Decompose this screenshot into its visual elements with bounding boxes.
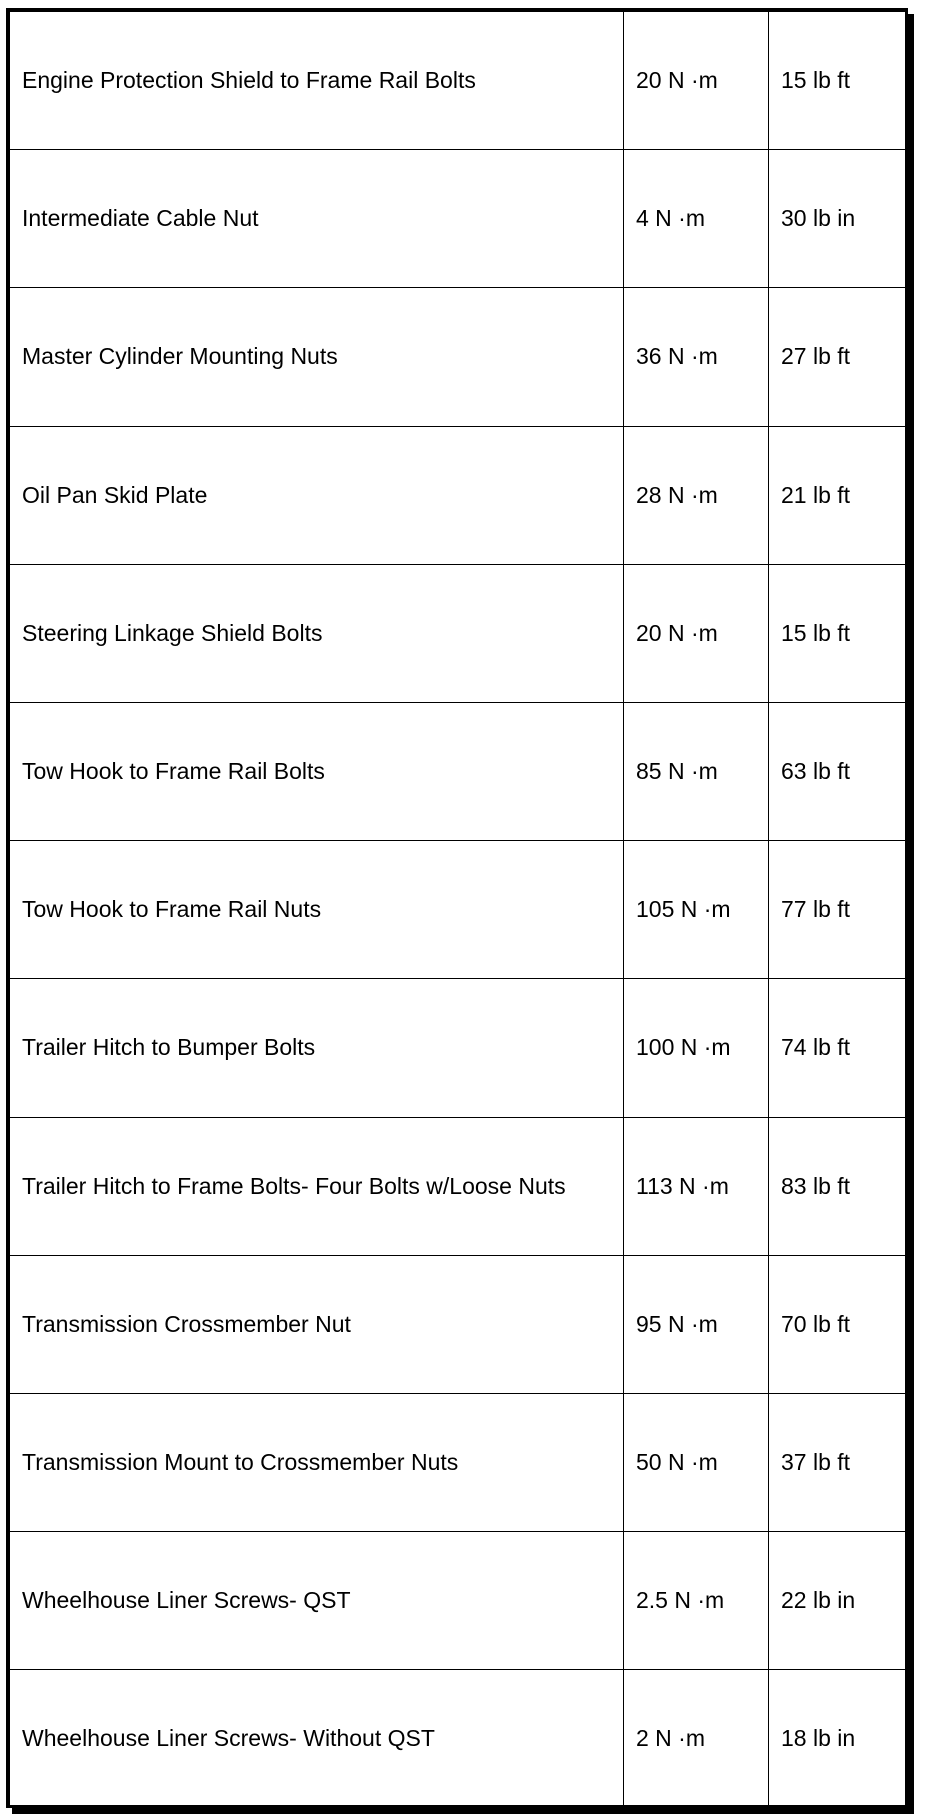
torque-english: 22 lb in bbox=[769, 1532, 906, 1670]
torque-metric: 20 N ·m bbox=[624, 12, 769, 150]
torque-metric: 36 N ·m bbox=[624, 288, 769, 426]
table-row bbox=[10, 150, 906, 288]
torque-metric: 113 N ·m bbox=[624, 1117, 769, 1255]
fastener-description: Intermediate Cable Nut bbox=[10, 150, 624, 288]
torque-english: 83 lb ft bbox=[769, 1117, 906, 1255]
table-row bbox=[10, 702, 906, 840]
fastener-description: Trailer Hitch to Frame Bolts- Four Bolts w/Loose Nuts bbox=[10, 1117, 624, 1255]
torque-english: 27 lb ft bbox=[769, 288, 906, 426]
fastener-description: Tow Hook to Frame Rail Nuts bbox=[10, 841, 624, 979]
torque-english: 63 lb ft bbox=[769, 702, 906, 840]
torque-english: 18 lb in bbox=[769, 1670, 906, 1808]
table-row bbox=[10, 1532, 906, 1670]
table-row bbox=[10, 288, 906, 426]
fastener-description: Steering Linkage Shield Bolts bbox=[10, 564, 624, 702]
fastener-description: Tow Hook to Frame Rail Bolts bbox=[10, 702, 624, 840]
table-row bbox=[10, 1393, 906, 1531]
torque-metric: 100 N ·m bbox=[624, 979, 769, 1117]
fastener-description: Oil Pan Skid Plate bbox=[10, 426, 624, 564]
table-row bbox=[10, 12, 906, 150]
fastener-description: Transmission Crossmember Nut bbox=[10, 1255, 624, 1393]
torque-metric: 50 N ·m bbox=[624, 1393, 769, 1531]
fastener-description: Engine Protection Shield to Frame Rail Bolts bbox=[10, 12, 624, 150]
fastener-description: Wheelhouse Liner Screws- QST bbox=[10, 1532, 624, 1670]
table-row bbox=[10, 979, 906, 1117]
torque-metric: 28 N ·m bbox=[624, 426, 769, 564]
fastener-description: Trailer Hitch to Bumper Bolts bbox=[10, 979, 624, 1117]
fastener-description: Transmission Mount to Crossmember Nuts bbox=[10, 1393, 624, 1531]
torque-metric: 4 N ·m bbox=[624, 150, 769, 288]
torque-english: 30 lb in bbox=[769, 150, 906, 288]
torque-english: 21 lb ft bbox=[769, 426, 906, 564]
torque-english: 77 lb ft bbox=[769, 841, 906, 979]
table-row bbox=[10, 564, 906, 702]
table-row bbox=[10, 841, 906, 979]
fastener-description: Master Cylinder Mounting Nuts bbox=[10, 288, 624, 426]
table-row bbox=[10, 1117, 906, 1255]
torque-english: 37 lb ft bbox=[769, 1393, 906, 1531]
torque-metric: 20 N ·m bbox=[624, 564, 769, 702]
torque-metric: 95 N ·m bbox=[624, 1255, 769, 1393]
torque-english: 70 lb ft bbox=[769, 1255, 906, 1393]
torque-table bbox=[9, 11, 906, 1808]
torque-english: 15 lb ft bbox=[769, 12, 906, 150]
torque-english: 74 lb ft bbox=[769, 979, 906, 1117]
torque-metric: 2 N ·m bbox=[624, 1670, 769, 1808]
torque-metric: 105 N ·m bbox=[624, 841, 769, 979]
torque-metric: 85 N ·m bbox=[624, 702, 769, 840]
torque-english: 15 lb ft bbox=[769, 564, 906, 702]
fastener-description: Wheelhouse Liner Screws- Without QST bbox=[10, 1670, 624, 1808]
torque-metric: 2.5 N ·m bbox=[624, 1532, 769, 1670]
table-row bbox=[10, 1255, 906, 1393]
table-row bbox=[10, 1670, 906, 1808]
torque-specs-table bbox=[6, 8, 908, 1808]
table-row bbox=[10, 426, 906, 564]
